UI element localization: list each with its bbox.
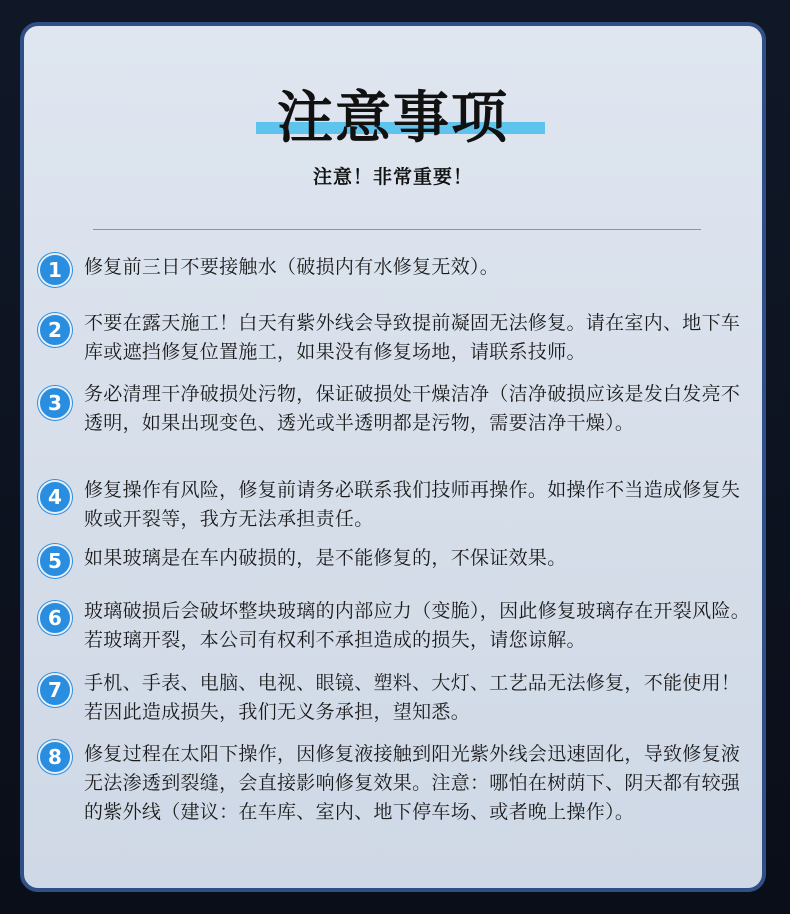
page-title-text: 注意事项 [277, 86, 509, 151]
item-text: 如果玻璃是在车内破损的，是不能修复的，不保证效果。 [84, 547, 567, 569]
page-title [263, 84, 523, 154]
item-number-badge: 8 [38, 740, 72, 774]
item-text: 不要在露天施工！白天有紫外线会导致提前凝固无法修复。请在室内、地下车库或遮挡修复位置施工，如果没有修复场地，请联系技师。 [84, 312, 741, 363]
notice-card [20, 22, 766, 892]
item-text: 修复前三日不要接触水（破损内有水修复无效）。 [84, 256, 500, 278]
item-text: 手机、手表、电脑、电视、眼镜、塑料、大灯、工艺品无法修复，不能使用！若因此造成损失，我们无义务承担，望知悉。 [84, 672, 741, 723]
item-text: 修复操作有风险，修复前请务必联系我们技师再操作。如操作不当造成修复失败或开裂等，我方无法承担责任。 [84, 479, 741, 530]
title-wrap [24, 84, 762, 154]
divider [93, 229, 701, 230]
item-number-badge: 1 [38, 253, 72, 287]
item-number-badge: 2 [38, 313, 72, 347]
item-text: 修复过程在太阳下操作，因修复液接触到阳光紫外线会迅速固化，导致修复液无法渗透到裂缝，会直接影响修复效果。注意：哪怕在树荫下、阴天都有较强的紫外线（建议：在车库、室内、地下停车场、或者晚上操作）。 [84, 743, 741, 823]
item-number-badge: 7 [38, 673, 72, 707]
item-text: 务必清理干净破损处污物，保证破损处干燥洁净（洁净破损应该是发白发亮不透明，如果出现变色、透光或半透明都是污物，需要洁净干燥）。 [84, 383, 741, 434]
item-number-badge: 4 [38, 480, 72, 514]
subtitle: 注意！非常重要！ [312, 166, 473, 188]
item-number-badge: 5 [38, 544, 72, 578]
item-text: 玻璃破损后会破坏整块玻璃的内部应力（变脆），因此修复玻璃存在开裂风险。若玻璃开裂，本公司有权利不承担造成的损失，请您谅解。 [84, 600, 751, 651]
item-number-badge: 6 [38, 601, 72, 635]
item-number-badge: 3 [38, 386, 72, 420]
